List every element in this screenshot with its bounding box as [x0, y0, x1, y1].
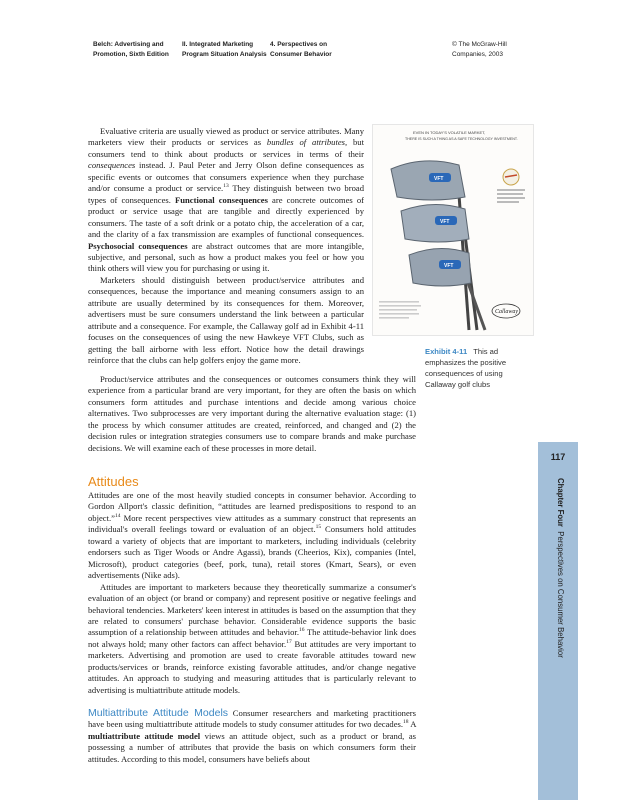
club-head — [409, 248, 471, 286]
chapter-label: Chapter Four — [556, 478, 565, 527]
svg-text:VFT: VFT — [434, 176, 444, 182]
golf-clubs-illustration — [373, 125, 533, 335]
ad-headline-line2: THERE IS SUCH A THING AS A SAFE TECHNOLOGY INVESTMENT. — [405, 137, 518, 141]
header-book-title: Belch: Advertising and Promotion, Sixth Edition — [93, 41, 169, 58]
header-copyright: © The McGraw-Hill Companies, 2003 — [452, 41, 507, 58]
paragraph-multiattribute: Multiattribute Attitude Models Consumer researchers and marketing practitioners have been using multiattribute attitude models to study consumer attitudes for two decades.$^{18}$ A multiattribute attitude model views an attitude object, such as a product or brand, as possessing a number of attributes that provide the basis on which consumers form their attitudes. According to this model, consumers have beliefs about — [88, 707, 416, 764]
chapter-running-title — [551, 478, 565, 758]
paragraph-attitudes-definition: Attitudes are one of the most heavily studied concepts in consumer behavior. According to Gordon Allport's classic definition, “attitudes are learned predispositions to respond to an object.”$^{14}$ More recent perspectives view attitudes as a summary construct that represents an individual's overall feelings toward or evaluation of an object.$^{15}$ Consumers hold attitudes toward a variety of objects that are important to marketers, including individuals (celebrity endorsers such as Tiger Woods or Andre Agassi), brands (Cheerios, Kix), companies (Intel, Microsoft), product categories (beef, pork, tuna), retail stores (Kmart, Sears), or even advertisements (Nike ads). — [88, 490, 416, 581]
header-part-title: II. Integrated Marketing Program Situation Analysis — [182, 41, 267, 58]
chapter-title: Perspectives on Consumer Behavior — [556, 531, 565, 658]
svg-text:VFT: VFT — [440, 219, 450, 225]
body-text-middle — [88, 374, 416, 454]
callaway-ad-image — [372, 124, 534, 336]
svg-text:Callaway: Callaway — [495, 309, 519, 315]
svg-text:VFT: VFT — [444, 263, 454, 269]
club-head — [391, 161, 465, 200]
paragraph-subprocesses: Product/service attributes and the consequences or outcomes consumers think they will experience from a particular brand are very important, for they are often the basis on which consumers form attitudes and purchase intentions and decide among various choice alternatives. Two subprocesses are very important during the alternative evaluation stage: (1) the process by which consumer attitudes are created, reinforced, and changed and (2) the decision rules or integration strategies consumers use to compare brands and make purchase decisions. We will examine each of these processes in more detail. — [88, 374, 416, 453]
body-text-multiattribute — [88, 708, 416, 765]
ad-body-copy — [379, 301, 421, 319]
header-chapter-title: 4. Perspectives on Consumer Behavior — [270, 41, 332, 58]
page-number: 117 — [550, 452, 566, 462]
club-head — [401, 204, 469, 242]
section-heading-attitudes: Attitudes — [88, 474, 139, 489]
ad-headline-line1: EVEN IN TODAY'S VOLATILE MARKET, — [413, 130, 486, 135]
detail-drawing — [497, 169, 525, 203]
exhibit-caption-text: This ad emphasizes the positive consequences of using Callaway golf clubs — [425, 347, 507, 389]
paragraph-attitudes-importance: Attitudes are important to marketers because they theoretically summarize a consumer's evaluation of an object (or brand or company) and represent positive or negative feelings and behavioral tendencies. Marketers' keen interest in attitudes is based on the assumption that they are related to consumers' purchase behavior. Considerable evidence supports the basic assumption of a relationship between attitudes and behavior.$^{16}$ The attitude-behavior link does not always hold; many other factors can affect behavior.$^{17}$ But attitudes are very important to marketers. Advertising and promotion are used to create favorable attitudes toward new products/services or brands, reinforce existing favorable attitudes, and/or change negative attitudes. An approach to studying and measuring attitudes that is particularly relevant to advertising is multiattribute attitude models. — [88, 581, 416, 695]
paragraph-attributes-consequences: Marketers should distinguish between product/service attributes and consequences, because the importance and meaning consumers assign to an attribute are usually determined by its consequences for them. Moreover, advertisers must be sure consumers understand the link between a particular attribute and a consequence. For example, the Callaway golf ad in Exhibit 4-11 focuses on the consequences of using the new Hawkeye VFT Clubs, such as getting the ball airborne with less effort. Notice how the detail drawings reinforce that the clubs can help golfers enjoy the game more. — [88, 274, 364, 366]
body-text-top — [88, 126, 364, 367]
paragraph-consequences: Evaluative criteria are usually viewed as product or service attributes. Many marketers view their products or services as bundles of attributes, but consumers tend to think about products or services in terms of their consequences instead. J. Paul Peter and Jerry Olson define consequences as specific events or outcomes that consumers experience when they purchase and/or consume a product or service.$^{13}$ They distinguish between two broad types of consequences. Functional consequences are concrete outcomes of product or service usage that are tangible and directly experienced by consumers. The taste of a soft drink or a potato chip, the acceleration of a car, and the clarity of a fax transmission are examples of functional consequences. Psychosocial consequences are abstract outcomes that are more intangible, subjective, and personal, such as how a product makes you feel or how you think others will view you for purchasing or using it. — [88, 126, 365, 274]
exhibit-label: Exhibit 4-11 — [425, 347, 468, 356]
callaway-logo — [492, 304, 520, 318]
subsection-heading-multiattribute: Multiattribute Attitude Models — [88, 707, 229, 719]
exhibit-caption — [425, 346, 535, 390]
body-text-attitudes — [88, 490, 416, 696]
